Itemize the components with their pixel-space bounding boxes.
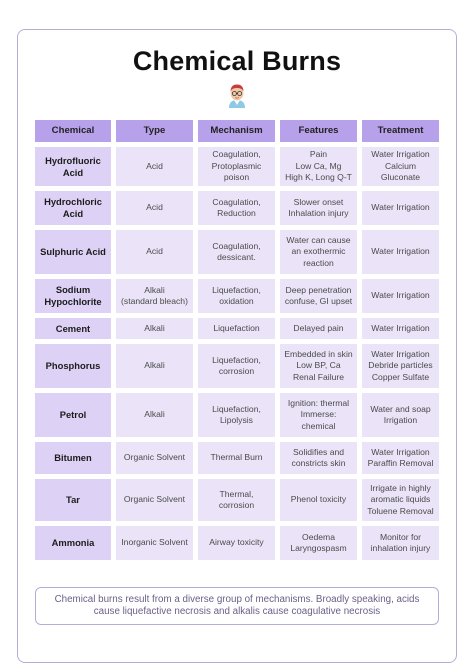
column-header-mechanism: Mechanism xyxy=(198,120,275,142)
row-features: Phenol toxicity xyxy=(280,479,357,521)
row-mechanism: Liquefaction, Lipolysis xyxy=(198,393,275,437)
row-features: Delayed pain xyxy=(280,318,357,339)
row-chemical-name: Hydrofluoric Acid xyxy=(35,147,111,186)
row-chemical-name: Hydrochloric Acid xyxy=(35,191,111,225)
row-type: Alkali xyxy=(116,393,193,437)
row-type: Alkali (standard bleach) xyxy=(116,279,193,313)
row-chemical-name: Bitumen xyxy=(35,442,111,474)
row-chemical-name: Sulphuric Acid xyxy=(35,230,111,274)
column-header-chemical: Chemical xyxy=(35,120,111,142)
row-features: Pain Low Ca, Mg High K, Long Q-T xyxy=(280,147,357,186)
row-chemical-name: Ammonia xyxy=(35,526,111,560)
row-mechanism: Liquefaction, corrosion xyxy=(198,344,275,388)
row-treatment: Water Irrigation Paraffin Removal xyxy=(362,442,439,474)
row-treatment: Monitor for inhalation injury xyxy=(362,526,439,560)
row-type: Organic Solvent xyxy=(116,479,193,521)
row-type: Acid xyxy=(116,147,193,186)
row-treatment: Water Irrigation Debride particles Copper Sulfate xyxy=(362,344,439,388)
doctor-avatar-icon xyxy=(226,83,248,108)
row-mechanism: Coagulation, dessicant. xyxy=(198,230,275,274)
row-treatment: Water Irrigation xyxy=(362,279,439,313)
row-features: Water can cause an exothermic reaction xyxy=(280,230,357,274)
row-mechanism: Thermal Burn xyxy=(198,442,275,474)
row-features: Deep penetration confuse, GI upset xyxy=(280,279,357,313)
row-treatment: Water and soap Irrigation xyxy=(362,393,439,437)
row-type: Inorganic Solvent xyxy=(116,526,193,560)
row-treatment: Irrigate in highly aromatic liquids Toluene Removal xyxy=(362,479,439,521)
page-title: Chemical Burns xyxy=(132,46,342,76)
row-mechanism: Liquefaction xyxy=(198,318,275,339)
row-treatment: Water Irrigation xyxy=(362,191,439,225)
row-treatment: Water Irrigation xyxy=(362,230,439,274)
chemical-burns-table xyxy=(35,120,439,560)
row-treatment: Water Irrigation Calcium Gluconate xyxy=(362,147,439,186)
row-type: Acid xyxy=(116,230,193,274)
row-mechanism: Liquefaction, oxidation xyxy=(198,279,275,313)
column-header-type: Type xyxy=(116,120,193,142)
column-header-features: Features xyxy=(280,120,357,142)
row-type: Acid xyxy=(116,191,193,225)
row-chemical-name: Petrol xyxy=(35,393,111,437)
row-treatment: Water Irrigation xyxy=(362,318,439,339)
row-chemical-name: Phosphorus xyxy=(35,344,111,388)
row-type: Organic Solvent xyxy=(116,442,193,474)
row-mechanism: Coagulation, Protoplasmic poison xyxy=(198,147,275,186)
row-mechanism: Coagulation, Reduction xyxy=(198,191,275,225)
row-type: Alkali xyxy=(116,344,193,388)
row-mechanism: Thermal, corrosion xyxy=(198,479,275,521)
row-chemical-name: Cement xyxy=(35,318,111,339)
row-features: Ignition: thermal Immerse: chemical xyxy=(280,393,357,437)
row-features: Slower onset Inhalation injury xyxy=(280,191,357,225)
row-chemical-name: Tar xyxy=(35,479,111,521)
row-mechanism: Airway toxicity xyxy=(198,526,275,560)
column-header-treatment: Treatment xyxy=(362,120,439,142)
row-features: Embedded in skin Low BP, Ca Renal Failure xyxy=(280,344,357,388)
row-features: Oedema Laryngospasm xyxy=(280,526,357,560)
row-chemical-name: Sodium Hypochlorite xyxy=(35,279,111,313)
row-features: Solidifies and constricts skin xyxy=(280,442,357,474)
row-type: Alkali xyxy=(116,318,193,339)
summary-note: Chemical burns result from a diverse group of mechanisms. Broadly speaking, acids cause liquefactive necrosis and alkalis cause coagulative necrosis xyxy=(35,587,439,625)
